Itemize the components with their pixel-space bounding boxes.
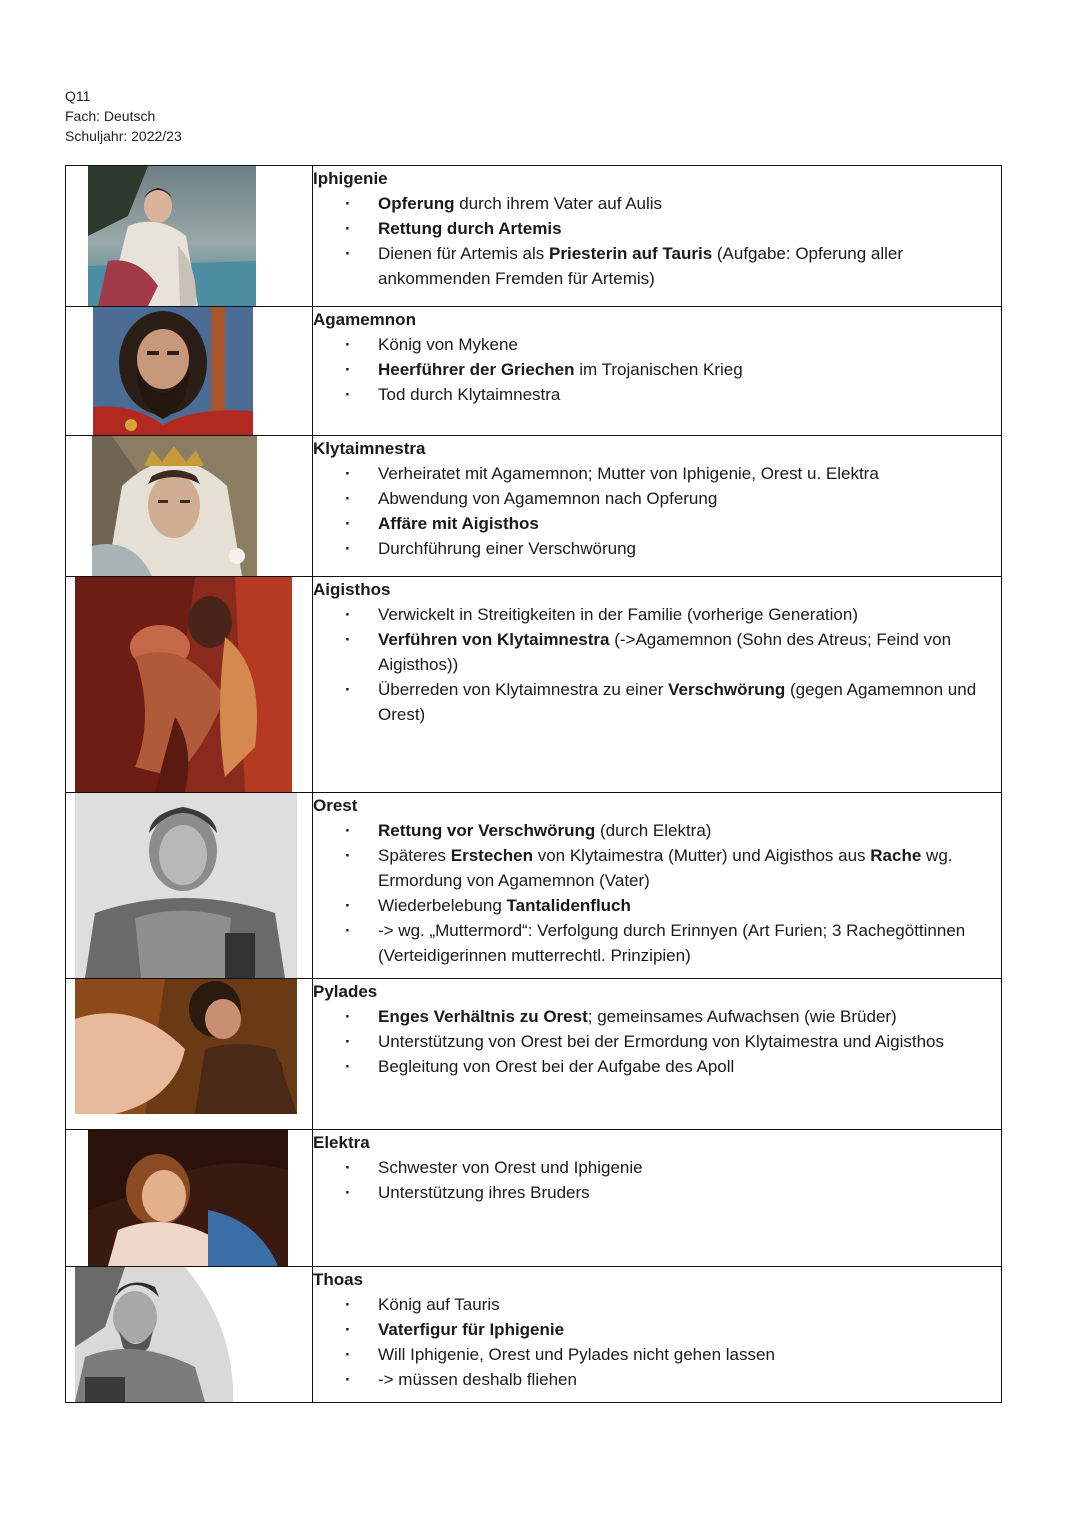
character-info-cell (313, 979, 1002, 1130)
character-image-cell (66, 577, 313, 793)
fact-item: · Durchführung einer Verschwörung (313, 536, 1001, 561)
character-image-cell (66, 1267, 313, 1403)
subject-label: Fach: Deutsch (65, 108, 156, 124)
character-info-cell (313, 436, 1002, 577)
fact-item: · Will Iphigenie, Orest und Pylades nicht gehen lassen (313, 1342, 1001, 1367)
aigisthos-painting-image (75, 577, 292, 792)
fact-item: · Verheiratet mit Agamemnon; Mutter von Iphigenie, Orest u. Elektra (313, 461, 1001, 486)
school-year-label: Schuljahr: 2022/23 (65, 128, 182, 144)
character-name: Agamemnon (313, 310, 416, 329)
fact-item: · -> müssen deshalb fliehen (313, 1367, 1001, 1392)
character-image-cell (66, 979, 313, 1130)
elektra-painting-image (88, 1130, 288, 1266)
thoas-engraving-image (75, 1267, 235, 1402)
character-row-klytaimnestra (66, 436, 1002, 577)
character-facts (313, 332, 1001, 407)
character-name: Pylades (313, 982, 378, 1001)
character-row-aigisthos (66, 577, 1002, 793)
fact-item: · Heerführer der Griechen im Trojanischen Krieg (313, 357, 1001, 382)
fact-item: · Rettung vor Verschwörung (durch Elektra) (313, 818, 1001, 843)
character-name: Thoas (313, 1270, 364, 1289)
character-name: Iphigenie (313, 169, 388, 188)
character-info-cell (313, 793, 1002, 979)
fact-item: · Verführen von Klytaimnestra (->Agamemnon (Sohn des Atreus; Feind von Aigisthos)) (313, 627, 1001, 677)
character-image-cell (66, 436, 313, 577)
klytaimnestra-portrait-image (92, 436, 257, 576)
agamemnon-portrait-image (93, 307, 253, 435)
character-row-orest (66, 793, 1002, 979)
character-row-pylades (66, 979, 1002, 1130)
character-facts (313, 1004, 1001, 1079)
character-facts (313, 602, 1001, 727)
character-info-cell (313, 166, 1002, 307)
fact-item: · König von Mykene (313, 332, 1001, 357)
fact-item: · -> wg. „Muttermord“: Verfolgung durch Erinnyen (Art Furien; 3 Rachegöttinnen (Verteidigerinnen mutterrechtl. Prinzipien) (313, 918, 1001, 968)
pylades-painting-image (75, 979, 297, 1114)
character-row-elektra (66, 1130, 1002, 1267)
fact-item: · Späteres Erstechen von Klytaimestra (Mutter) und Aigisthos aus Rache wg. Ermordung von Agamemnon (Vater) (313, 843, 1001, 893)
character-facts (313, 818, 1001, 968)
character-facts (313, 191, 1001, 291)
character-info-cell (313, 577, 1002, 793)
character-row-thoas (66, 1267, 1002, 1403)
character-facts (313, 1155, 1001, 1205)
character-name: Aigisthos (313, 580, 391, 599)
character-name: Orest (313, 796, 358, 815)
fact-item: · Vaterfigur für Iphigenie (313, 1317, 1001, 1342)
character-name: Elektra (313, 1133, 370, 1152)
fact-item: · Opferung durch ihrem Vater auf Aulis (313, 191, 1001, 216)
fact-item: · Enges Verhältnis zu Orest; gemeinsames Aufwachsen (wie Brüder) (313, 1004, 1001, 1029)
fact-item: · Tod durch Klytaimnestra (313, 382, 1001, 407)
orest-engraving-image (75, 793, 297, 978)
fact-item: · Schwester von Orest und Iphigenie (313, 1155, 1001, 1180)
character-image-cell (66, 1130, 313, 1267)
character-facts (313, 461, 1001, 561)
iphigenie-portrait-image (88, 166, 256, 306)
fact-item: · Unterstützung ihres Bruders (313, 1180, 1001, 1205)
character-table (65, 165, 1002, 1403)
fact-item: · Rettung durch Artemis (313, 216, 1001, 241)
fact-item: · Wiederbelebung Tantalidenfluch (313, 893, 1001, 918)
character-row-iphigenie (66, 166, 1002, 307)
character-image-cell (66, 166, 313, 307)
character-info-cell (313, 1130, 1002, 1267)
class-label: Q11 (65, 88, 91, 104)
fact-item: · Verwickelt in Streitigkeiten in der Familie (vorherige Generation) (313, 602, 1001, 627)
character-facts (313, 1292, 1001, 1392)
character-row-agamemnon (66, 307, 1002, 436)
fact-item: · Affäre mit Aigisthos (313, 511, 1001, 536)
fact-item: · Unterstützung von Orest bei der Ermordung von Klytaimestra und Aigisthos (313, 1029, 1001, 1054)
document-header (65, 86, 182, 146)
fact-item: · Begleitung von Orest bei der Aufgabe des Apoll (313, 1054, 1001, 1079)
character-info-cell (313, 307, 1002, 436)
character-image-cell (66, 307, 313, 436)
character-info-cell (313, 1267, 1002, 1403)
fact-item: · König auf Tauris (313, 1292, 1001, 1317)
character-image-cell (66, 793, 313, 979)
fact-item: · Dienen für Artemis als Priesterin auf Tauris (Aufgabe: Opferung aller ankommenden Fremden für Artemis) (313, 241, 1001, 291)
fact-item: · Abwendung von Agamemnon nach Opferung (313, 486, 1001, 511)
fact-item: · Überreden von Klytaimnestra zu einer Verschwörung (gegen Agamemnon und Orest) (313, 677, 1001, 727)
character-name: Klytaimnestra (313, 439, 426, 458)
